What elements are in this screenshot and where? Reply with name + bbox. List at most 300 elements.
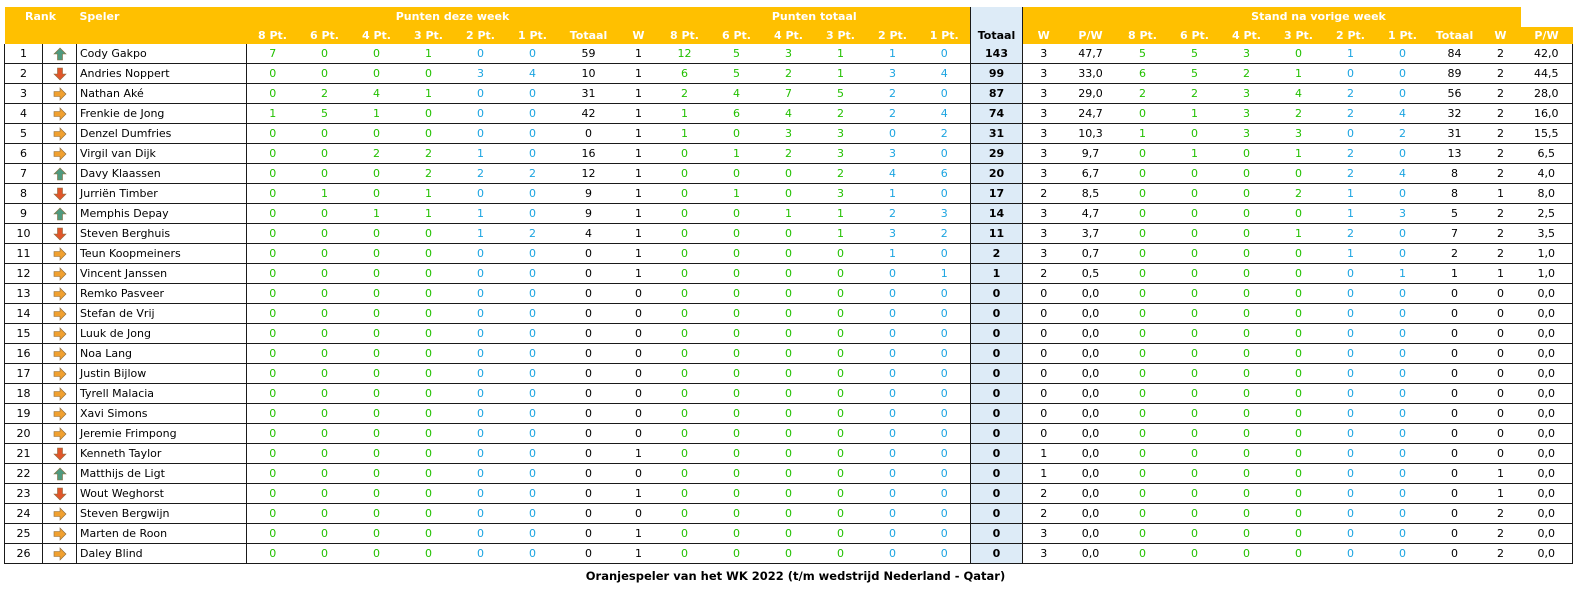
total-w-cell: 2 — [1023, 504, 1065, 524]
table-row — [5, 44, 1573, 64]
grand-total-cell: 2 — [971, 244, 1023, 264]
grand-total-cell: 0 — [971, 344, 1023, 364]
prev-pts-cell: 1 — [1273, 144, 1325, 164]
table-row — [5, 424, 1573, 444]
arrow-up-icon — [53, 47, 67, 61]
prev-pts-cell: 0 — [1221, 424, 1273, 444]
week-pts-cell: 0 — [403, 344, 455, 364]
prev-total-cell: 0 — [1429, 284, 1481, 304]
prev-pts-cell: 0 — [1325, 304, 1377, 324]
week-pts-cell: 0 — [351, 504, 403, 524]
total-pts-cell: 2 — [867, 204, 919, 224]
week-pts-cell: 0 — [403, 544, 455, 564]
prev-w-cell: 2 — [1481, 64, 1521, 84]
arrow-right-icon — [53, 127, 67, 141]
prev-pts-cell: 0 — [1169, 264, 1221, 284]
total-pts-cell: 0 — [867, 424, 919, 444]
grand-total-cell: 0 — [971, 284, 1023, 304]
week-pts-cell: 0 — [455, 184, 507, 204]
week-pts-cell: 1 — [403, 84, 455, 104]
total-pts-cell: 0 — [815, 544, 867, 564]
table-row — [5, 364, 1573, 384]
prev-pts-cell: 0 — [1169, 344, 1221, 364]
total-pts-cell: 2 — [763, 144, 815, 164]
prev-pts-cell: 0 — [1377, 484, 1429, 504]
week-pts-cell: 0 — [507, 44, 559, 64]
week-pts-cell: 0 — [299, 284, 351, 304]
player-name: Steven Berghuis — [77, 224, 247, 244]
prev-pts-cell: 1 — [1169, 104, 1221, 124]
grand-total-cell: 0 — [971, 304, 1023, 324]
prev-pts-cell: 2 — [1169, 84, 1221, 104]
week-pts-cell: 0 — [403, 444, 455, 464]
prev-pts-cell: 0 — [1377, 304, 1429, 324]
rank-cell: 13 — [5, 284, 43, 304]
week-pts-cell: 0 — [403, 324, 455, 344]
rank-cell: 11 — [5, 244, 43, 264]
trend-cell — [43, 104, 77, 124]
prev-pts-cell: 2 — [1221, 64, 1273, 84]
prev-pts-cell: 0 — [1221, 524, 1273, 544]
week-pts-cell: 0 — [351, 404, 403, 424]
total-pts-cell: 0 — [867, 484, 919, 504]
arrow-right-icon — [53, 507, 67, 521]
week-total-cell: 0 — [559, 284, 619, 304]
grand-total-cell: 29 — [971, 144, 1023, 164]
player-name: Noa Lang — [77, 344, 247, 364]
week-pts-cell: 0 — [351, 424, 403, 444]
total-w-cell: 3 — [1023, 124, 1065, 144]
prev-w-cell: 2 — [1481, 204, 1521, 224]
total-pw-cell: 0,0 — [1065, 404, 1117, 424]
total-pw-cell: 29,0 — [1065, 84, 1117, 104]
prev-pts-cell: 0 — [1117, 244, 1169, 264]
rank-cell: 17 — [5, 364, 43, 384]
total-pts-cell: 0 — [659, 164, 711, 184]
prev-total-cell: 0 — [1429, 424, 1481, 444]
week-pts-cell: 0 — [299, 484, 351, 504]
week-total-cell: 59 — [559, 44, 619, 64]
prev-pts-cell: 0 — [1377, 284, 1429, 304]
prev-pts-cell: 0 — [1221, 164, 1273, 184]
prev-pts-cell: 0 — [1169, 404, 1221, 424]
week-pts-cell: 0 — [507, 104, 559, 124]
total-w-cell: 3 — [1023, 84, 1065, 104]
total-pw-cell: 0,0 — [1065, 284, 1117, 304]
prev-pts-cell: 3 — [1221, 84, 1273, 104]
total-pts-cell: 0 — [659, 244, 711, 264]
total-pts-cell: 0 — [815, 344, 867, 364]
prev-w-cell: 1 — [1481, 264, 1521, 284]
prev-pw-cell: 1,0 — [1521, 264, 1573, 284]
prev-pts-cell: 0 — [1221, 484, 1273, 504]
table-row — [5, 524, 1573, 544]
prev-total-cell: 13 — [1429, 144, 1481, 164]
rank-cell: 26 — [5, 544, 43, 564]
prev-pts-cell: 0 — [1273, 44, 1325, 64]
prev-pts-cell: 0 — [1117, 444, 1169, 464]
week-pts-cell: 0 — [299, 544, 351, 564]
prev-pts-cell: 0 — [1169, 124, 1221, 144]
total-pts-cell: 0 — [815, 304, 867, 324]
prev-pts-cell: 0 — [1221, 264, 1273, 284]
total-pts-cell: 0 — [867, 264, 919, 284]
arrow-up-icon — [53, 167, 67, 181]
week-pts-cell: 0 — [507, 264, 559, 284]
prev-pw-cell: 42,0 — [1521, 44, 1573, 64]
player-name: Marten de Roon — [77, 524, 247, 544]
week-pts-cell: 1 — [403, 44, 455, 64]
prev-w-cell: 0 — [1481, 444, 1521, 464]
total-pts-cell: 0 — [867, 364, 919, 384]
week-pts-cell: 0 — [507, 204, 559, 224]
week-pts-cell: 0 — [351, 444, 403, 464]
total-pts-cell: 0 — [919, 504, 971, 524]
week-pts-cell: 0 — [299, 344, 351, 364]
total-pts-cell: 0 — [867, 124, 919, 144]
prev-pts-cell: 0 — [1169, 524, 1221, 544]
prev-pts-cell: 0 — [1325, 524, 1377, 544]
prev-pts-cell: 0 — [1377, 184, 1429, 204]
total-pts-cell: 0 — [711, 384, 763, 404]
week-pts-cell: 0 — [455, 44, 507, 64]
table-row — [5, 304, 1573, 324]
player-name: Memphis Depay — [77, 204, 247, 224]
week-w-cell: 1 — [619, 264, 659, 284]
week-pts-cell: 0 — [455, 104, 507, 124]
table-row — [5, 444, 1573, 464]
total-pts-cell: 0 — [763, 484, 815, 504]
total-w-cell: 3 — [1023, 44, 1065, 64]
week-pts-cell: 0 — [455, 524, 507, 544]
arrow-right-icon — [53, 287, 67, 301]
prev-pts-cell: 6 — [1117, 64, 1169, 84]
prev-total-cell: 8 — [1429, 184, 1481, 204]
header-prev-pts: 3 Pt. — [1273, 27, 1325, 44]
week-pts-cell: 0 — [455, 304, 507, 324]
prev-pts-cell: 0 — [1273, 344, 1325, 364]
prev-w-cell: 0 — [1481, 404, 1521, 424]
rank-cell: 2 — [5, 64, 43, 84]
header-group-prev: Stand na vorige week — [1117, 7, 1521, 27]
week-pts-cell: 0 — [403, 244, 455, 264]
total-pts-cell: 7 — [763, 84, 815, 104]
header-prev-pts: 6 Pt. — [1169, 27, 1221, 44]
prev-pts-cell: 1 — [1377, 264, 1429, 284]
total-pw-cell: 6,7 — [1065, 164, 1117, 184]
prev-pts-cell: 0 — [1325, 484, 1377, 504]
grand-total-cell: 0 — [971, 524, 1023, 544]
week-pts-cell: 0 — [507, 504, 559, 524]
week-w-cell: 1 — [619, 544, 659, 564]
total-pts-cell: 0 — [711, 424, 763, 444]
prev-pts-cell: 0 — [1377, 324, 1429, 344]
week-total-cell: 42 — [559, 104, 619, 124]
prev-pts-cell: 0 — [1169, 324, 1221, 344]
total-pts-cell: 0 — [659, 524, 711, 544]
week-total-cell: 9 — [559, 184, 619, 204]
prev-pts-cell: 0 — [1117, 464, 1169, 484]
arrow-down-icon — [53, 487, 67, 501]
total-pts-cell: 0 — [763, 544, 815, 564]
week-pts-cell: 0 — [351, 344, 403, 364]
total-pts-cell: 0 — [919, 244, 971, 264]
total-pts-cell: 6 — [659, 64, 711, 84]
prev-pw-cell: 4,0 — [1521, 164, 1573, 184]
total-pts-cell: 0 — [919, 304, 971, 324]
week-total-cell: 0 — [559, 264, 619, 284]
total-pts-cell: 6 — [919, 164, 971, 184]
prev-pts-cell: 0 — [1377, 64, 1429, 84]
week-total-cell: 31 — [559, 84, 619, 104]
week-pts-cell: 0 — [507, 524, 559, 544]
prev-pts-cell: 0 — [1325, 544, 1377, 564]
prev-pw-cell: 0,0 — [1521, 304, 1573, 324]
header-prev-pts: 4 Pt. — [1221, 27, 1273, 44]
week-pts-cell: 0 — [507, 344, 559, 364]
prev-pts-cell: 0 — [1221, 344, 1273, 364]
total-w-cell: 2 — [1023, 184, 1065, 204]
header-prev-w: W — [1481, 27, 1521, 44]
arrow-right-icon — [53, 367, 67, 381]
prev-pts-cell: 0 — [1325, 364, 1377, 384]
week-pts-cell: 0 — [299, 164, 351, 184]
prev-pts-cell: 0 — [1273, 284, 1325, 304]
prev-total-cell: 1 — [1429, 264, 1481, 284]
total-pts-cell: 0 — [815, 364, 867, 384]
week-pts-cell: 0 — [455, 244, 507, 264]
total-pts-cell: 0 — [711, 264, 763, 284]
total-pts-cell: 12 — [659, 44, 711, 64]
grand-total-cell: 1 — [971, 264, 1023, 284]
prev-pts-cell: 0 — [1325, 424, 1377, 444]
week-pts-cell: 0 — [507, 124, 559, 144]
total-pts-cell: 0 — [659, 264, 711, 284]
total-pts-cell: 0 — [711, 484, 763, 504]
prev-pts-cell: 0 — [1273, 364, 1325, 384]
table-row — [5, 164, 1573, 184]
total-pts-cell: 0 — [763, 464, 815, 484]
prev-pts-cell: 0 — [1377, 244, 1429, 264]
total-pw-cell: 0,0 — [1065, 444, 1117, 464]
week-total-cell: 0 — [559, 504, 619, 524]
prev-w-cell: 0 — [1481, 424, 1521, 444]
total-pw-cell: 0,0 — [1065, 304, 1117, 324]
total-pts-cell: 0 — [867, 384, 919, 404]
prev-w-cell: 0 — [1481, 384, 1521, 404]
header-player: Speler — [77, 7, 247, 27]
player-name: Justin Bijlow — [77, 364, 247, 384]
header-total-totaal: Totaal — [971, 27, 1023, 44]
total-pts-cell: 2 — [919, 124, 971, 144]
table-row — [5, 204, 1573, 224]
rank-cell: 24 — [5, 504, 43, 524]
total-w-cell: 3 — [1023, 64, 1065, 84]
total-pts-cell: 1 — [867, 44, 919, 64]
total-pts-cell: 4 — [919, 64, 971, 84]
total-pts-cell: 0 — [711, 444, 763, 464]
trend-cell — [43, 484, 77, 504]
trend-cell — [43, 284, 77, 304]
total-pts-cell: 5 — [815, 84, 867, 104]
rank-cell: 1 — [5, 44, 43, 64]
week-pts-cell: 2 — [351, 144, 403, 164]
prev-pw-cell: 28,0 — [1521, 84, 1573, 104]
prev-pts-cell: 0 — [1117, 324, 1169, 344]
player-name: Teun Koopmeiners — [77, 244, 247, 264]
trend-cell — [43, 244, 77, 264]
player-name: Xavi Simons — [77, 404, 247, 424]
total-pts-cell: 0 — [659, 384, 711, 404]
total-pts-cell: 0 — [659, 144, 711, 164]
week-pts-cell: 0 — [455, 344, 507, 364]
week-w-cell: 1 — [619, 204, 659, 224]
prev-pts-cell: 0 — [1377, 424, 1429, 444]
table-row — [5, 84, 1573, 104]
grand-total-cell: 14 — [971, 204, 1023, 224]
player-name: Daley Blind — [77, 544, 247, 564]
total-pts-cell: 5 — [711, 44, 763, 64]
week-pts-cell: 0 — [403, 524, 455, 544]
grand-total-cell: 143 — [971, 44, 1023, 64]
week-w-cell: 0 — [619, 284, 659, 304]
total-pw-cell: 0,0 — [1065, 464, 1117, 484]
prev-pts-cell: 0 — [1273, 304, 1325, 324]
prev-w-cell: 2 — [1481, 244, 1521, 264]
header-total-pts: 4 Pt. — [763, 27, 815, 44]
week-pts-cell: 0 — [507, 424, 559, 444]
total-pts-cell: 0 — [919, 84, 971, 104]
trend-cell — [43, 164, 77, 184]
table-row — [5, 384, 1573, 404]
prev-pts-cell: 0 — [1117, 404, 1169, 424]
week-w-cell: 0 — [619, 344, 659, 364]
week-pts-cell: 2 — [507, 164, 559, 184]
prev-pts-cell: 0 — [1325, 504, 1377, 524]
total-pts-cell: 3 — [815, 144, 867, 164]
week-pts-cell: 0 — [351, 44, 403, 64]
total-pts-cell: 0 — [763, 424, 815, 444]
prev-pts-cell: 3 — [1377, 204, 1429, 224]
prev-w-cell: 1 — [1481, 184, 1521, 204]
total-pts-cell: 2 — [763, 64, 815, 84]
arrow-right-icon — [53, 247, 67, 261]
trend-cell — [43, 84, 77, 104]
arrow-right-icon — [53, 387, 67, 401]
week-pts-cell: 0 — [507, 84, 559, 104]
prev-pts-cell: 4 — [1377, 104, 1429, 124]
table-row — [5, 224, 1573, 244]
total-w-cell: 2 — [1023, 484, 1065, 504]
prev-total-cell: 0 — [1429, 304, 1481, 324]
total-pts-cell: 0 — [763, 324, 815, 344]
header-prev-pts: 2 Pt. — [1325, 27, 1377, 44]
week-total-cell: 0 — [559, 244, 619, 264]
total-pts-cell: 0 — [919, 484, 971, 504]
week-total-cell: 10 — [559, 64, 619, 84]
player-name: Steven Bergwijn — [77, 504, 247, 524]
prev-pts-cell: 0 — [1169, 304, 1221, 324]
grand-total-cell: 0 — [971, 444, 1023, 464]
rank-cell: 12 — [5, 264, 43, 284]
total-pts-cell: 0 — [659, 464, 711, 484]
total-pts-cell: 0 — [711, 124, 763, 144]
trend-cell — [43, 524, 77, 544]
total-pts-cell: 0 — [711, 204, 763, 224]
table-row — [5, 184, 1573, 204]
prev-w-cell: 0 — [1481, 324, 1521, 344]
arrow-right-icon — [53, 407, 67, 421]
week-pts-cell: 0 — [247, 244, 299, 264]
week-w-cell: 0 — [619, 464, 659, 484]
total-w-cell: 0 — [1023, 364, 1065, 384]
prev-pts-cell: 0 — [1169, 484, 1221, 504]
total-pts-cell: 3 — [763, 44, 815, 64]
rank-cell: 18 — [5, 384, 43, 404]
prev-total-cell: 0 — [1429, 324, 1481, 344]
week-w-cell: 1 — [619, 444, 659, 464]
prev-pts-cell: 0 — [1169, 464, 1221, 484]
total-pts-cell: 0 — [815, 524, 867, 544]
standings-sheet — [4, 7, 1573, 564]
week-pts-cell: 0 — [247, 284, 299, 304]
total-pts-cell: 0 — [659, 324, 711, 344]
total-pw-cell: 33,0 — [1065, 64, 1117, 84]
grand-total-cell: 0 — [971, 464, 1023, 484]
prev-total-cell: 32 — [1429, 104, 1481, 124]
week-pts-cell: 0 — [455, 364, 507, 384]
total-pts-cell: 0 — [763, 224, 815, 244]
total-pw-cell: 0,0 — [1065, 524, 1117, 544]
prev-pts-cell: 0 — [1377, 544, 1429, 564]
prev-pts-cell: 0 — [1325, 464, 1377, 484]
total-pts-cell: 0 — [815, 284, 867, 304]
prev-pts-cell: 0 — [1117, 284, 1169, 304]
prev-pw-cell: 0,0 — [1521, 464, 1573, 484]
week-pts-cell: 0 — [351, 384, 403, 404]
total-pts-cell: 0 — [867, 524, 919, 544]
week-pts-cell: 4 — [507, 64, 559, 84]
week-total-cell: 0 — [559, 444, 619, 464]
grand-total-cell: 0 — [971, 544, 1023, 564]
rank-cell: 10 — [5, 224, 43, 244]
prev-pts-cell: 0 — [1273, 444, 1325, 464]
prev-pts-cell: 2 — [1377, 124, 1429, 144]
prev-pts-cell: 0 — [1221, 464, 1273, 484]
trend-cell — [43, 224, 77, 244]
total-pts-cell: 0 — [867, 324, 919, 344]
player-name: Andries Noppert — [77, 64, 247, 84]
prev-pts-cell: 1 — [1273, 64, 1325, 84]
prev-pts-cell: 0 — [1273, 484, 1325, 504]
total-w-cell: 0 — [1023, 284, 1065, 304]
week-pts-cell: 0 — [403, 64, 455, 84]
week-pts-cell: 0 — [507, 304, 559, 324]
rank-cell: 6 — [5, 144, 43, 164]
total-pw-cell: 0,5 — [1065, 264, 1117, 284]
total-pw-cell: 0,0 — [1065, 324, 1117, 344]
rank-cell: 16 — [5, 344, 43, 364]
prev-pts-cell: 5 — [1169, 64, 1221, 84]
rank-cell: 22 — [5, 464, 43, 484]
week-w-cell: 1 — [619, 244, 659, 264]
player-name: Vincent Janssen — [77, 264, 247, 284]
arrow-right-icon — [53, 527, 67, 541]
header-week-pts: 1 Pt. — [507, 27, 559, 44]
week-pts-cell: 0 — [247, 524, 299, 544]
trend-cell — [43, 44, 77, 64]
total-pw-cell: 0,0 — [1065, 544, 1117, 564]
